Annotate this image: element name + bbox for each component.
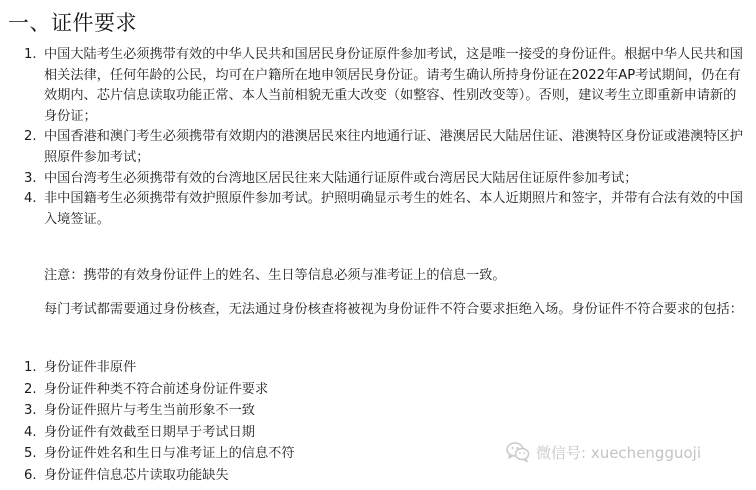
note-paragraph: 注意：携带的有效身份证件上的姓名、生日等信息必须与准考证上的信息一致。	[44, 268, 506, 283]
watermark	[506, 441, 701, 463]
section-heading: 一、证件要求	[8, 11, 137, 35]
list-item-number: 4.	[24, 424, 37, 440]
list-item-text: 身份证件姓名和生日与准考证上的信息不符	[44, 446, 295, 461]
watermark-text: 微信号: xuechengguoji	[536, 443, 701, 462]
list-item-number: 1.	[24, 360, 37, 375]
list-item-text: 身份证件有效截至日期早于考试日期	[44, 424, 255, 440]
list-item-text: 中国大陆考生必须携带有效的中华人民共和国居民身份证原件参加考试，这是唯一接受的身份证件。根据中华人民共和国相关法律，任何年龄的公民，均可在户籍所在地申领居民身份证。请考生确认所持身份证在2022年AP考试期间，仍在有效期内、芯片信息读取功能正常、本人当前相貌无重大改变（如整容、性别改变等）。否则，建议考生立即重新申请新的身份证；	[44, 47, 743, 124]
list-item-number: 3.	[24, 403, 37, 418]
list-item-text: 身份证件信息芯片读取功能缺失	[44, 467, 229, 483]
list-item-number: 2.	[24, 381, 37, 397]
list-item-text: 中国台湾考生必须携带有效的台湾地区居民往来大陆通行证原件或台湾居民大陆居住证原件参加考试；	[44, 170, 638, 186]
list-item-number: 5.	[24, 446, 37, 461]
list-item-text: 身份证件种类不符合前述身份证件要求	[44, 381, 269, 397]
list-item-text: 身份证件非原件	[44, 360, 137, 375]
list-item	[24, 127, 744, 168]
list-item	[24, 169, 744, 190]
list-item	[24, 189, 744, 230]
list-item-number: 2.	[24, 129, 37, 145]
list-item-text: 非中国籍考生必须携带有效护照原件参加考试。护照明确显示考生的姓名、本人近期照片和签字，并带有合法有效的中国入境签证。	[44, 191, 743, 227]
wechat-icon	[506, 441, 530, 463]
identity-check-paragraph: 每门考试都需要通过身份核查，无法通过身份核查将被视为身份证件不符合要求拒绝入场。身份证件不符合要求的包括：	[44, 302, 743, 317]
invalid-id-reasons-list	[24, 357, 724, 486]
list-item	[24, 400, 724, 422]
list-item	[24, 45, 744, 127]
list-item-text: 身份证件照片与考生当前形象不一致	[44, 403, 255, 418]
list-item-text: 中国香港和澳门考生必须携带有效期内的港澳居民來往内地通行证、港澳居民大陆居住证、港澳特区身份证或港澳特区护照原件参加考试；	[44, 129, 743, 165]
list-item	[24, 422, 724, 444]
list-item	[24, 357, 724, 379]
list-item-number: 4.	[24, 191, 37, 207]
list-item-number: 6.	[24, 467, 37, 483]
list-item-number: 1.	[24, 47, 37, 62]
list-item	[24, 379, 724, 401]
list-item	[24, 465, 724, 487]
id-requirements-list	[24, 45, 744, 230]
list-item-number: 3.	[24, 170, 37, 186]
